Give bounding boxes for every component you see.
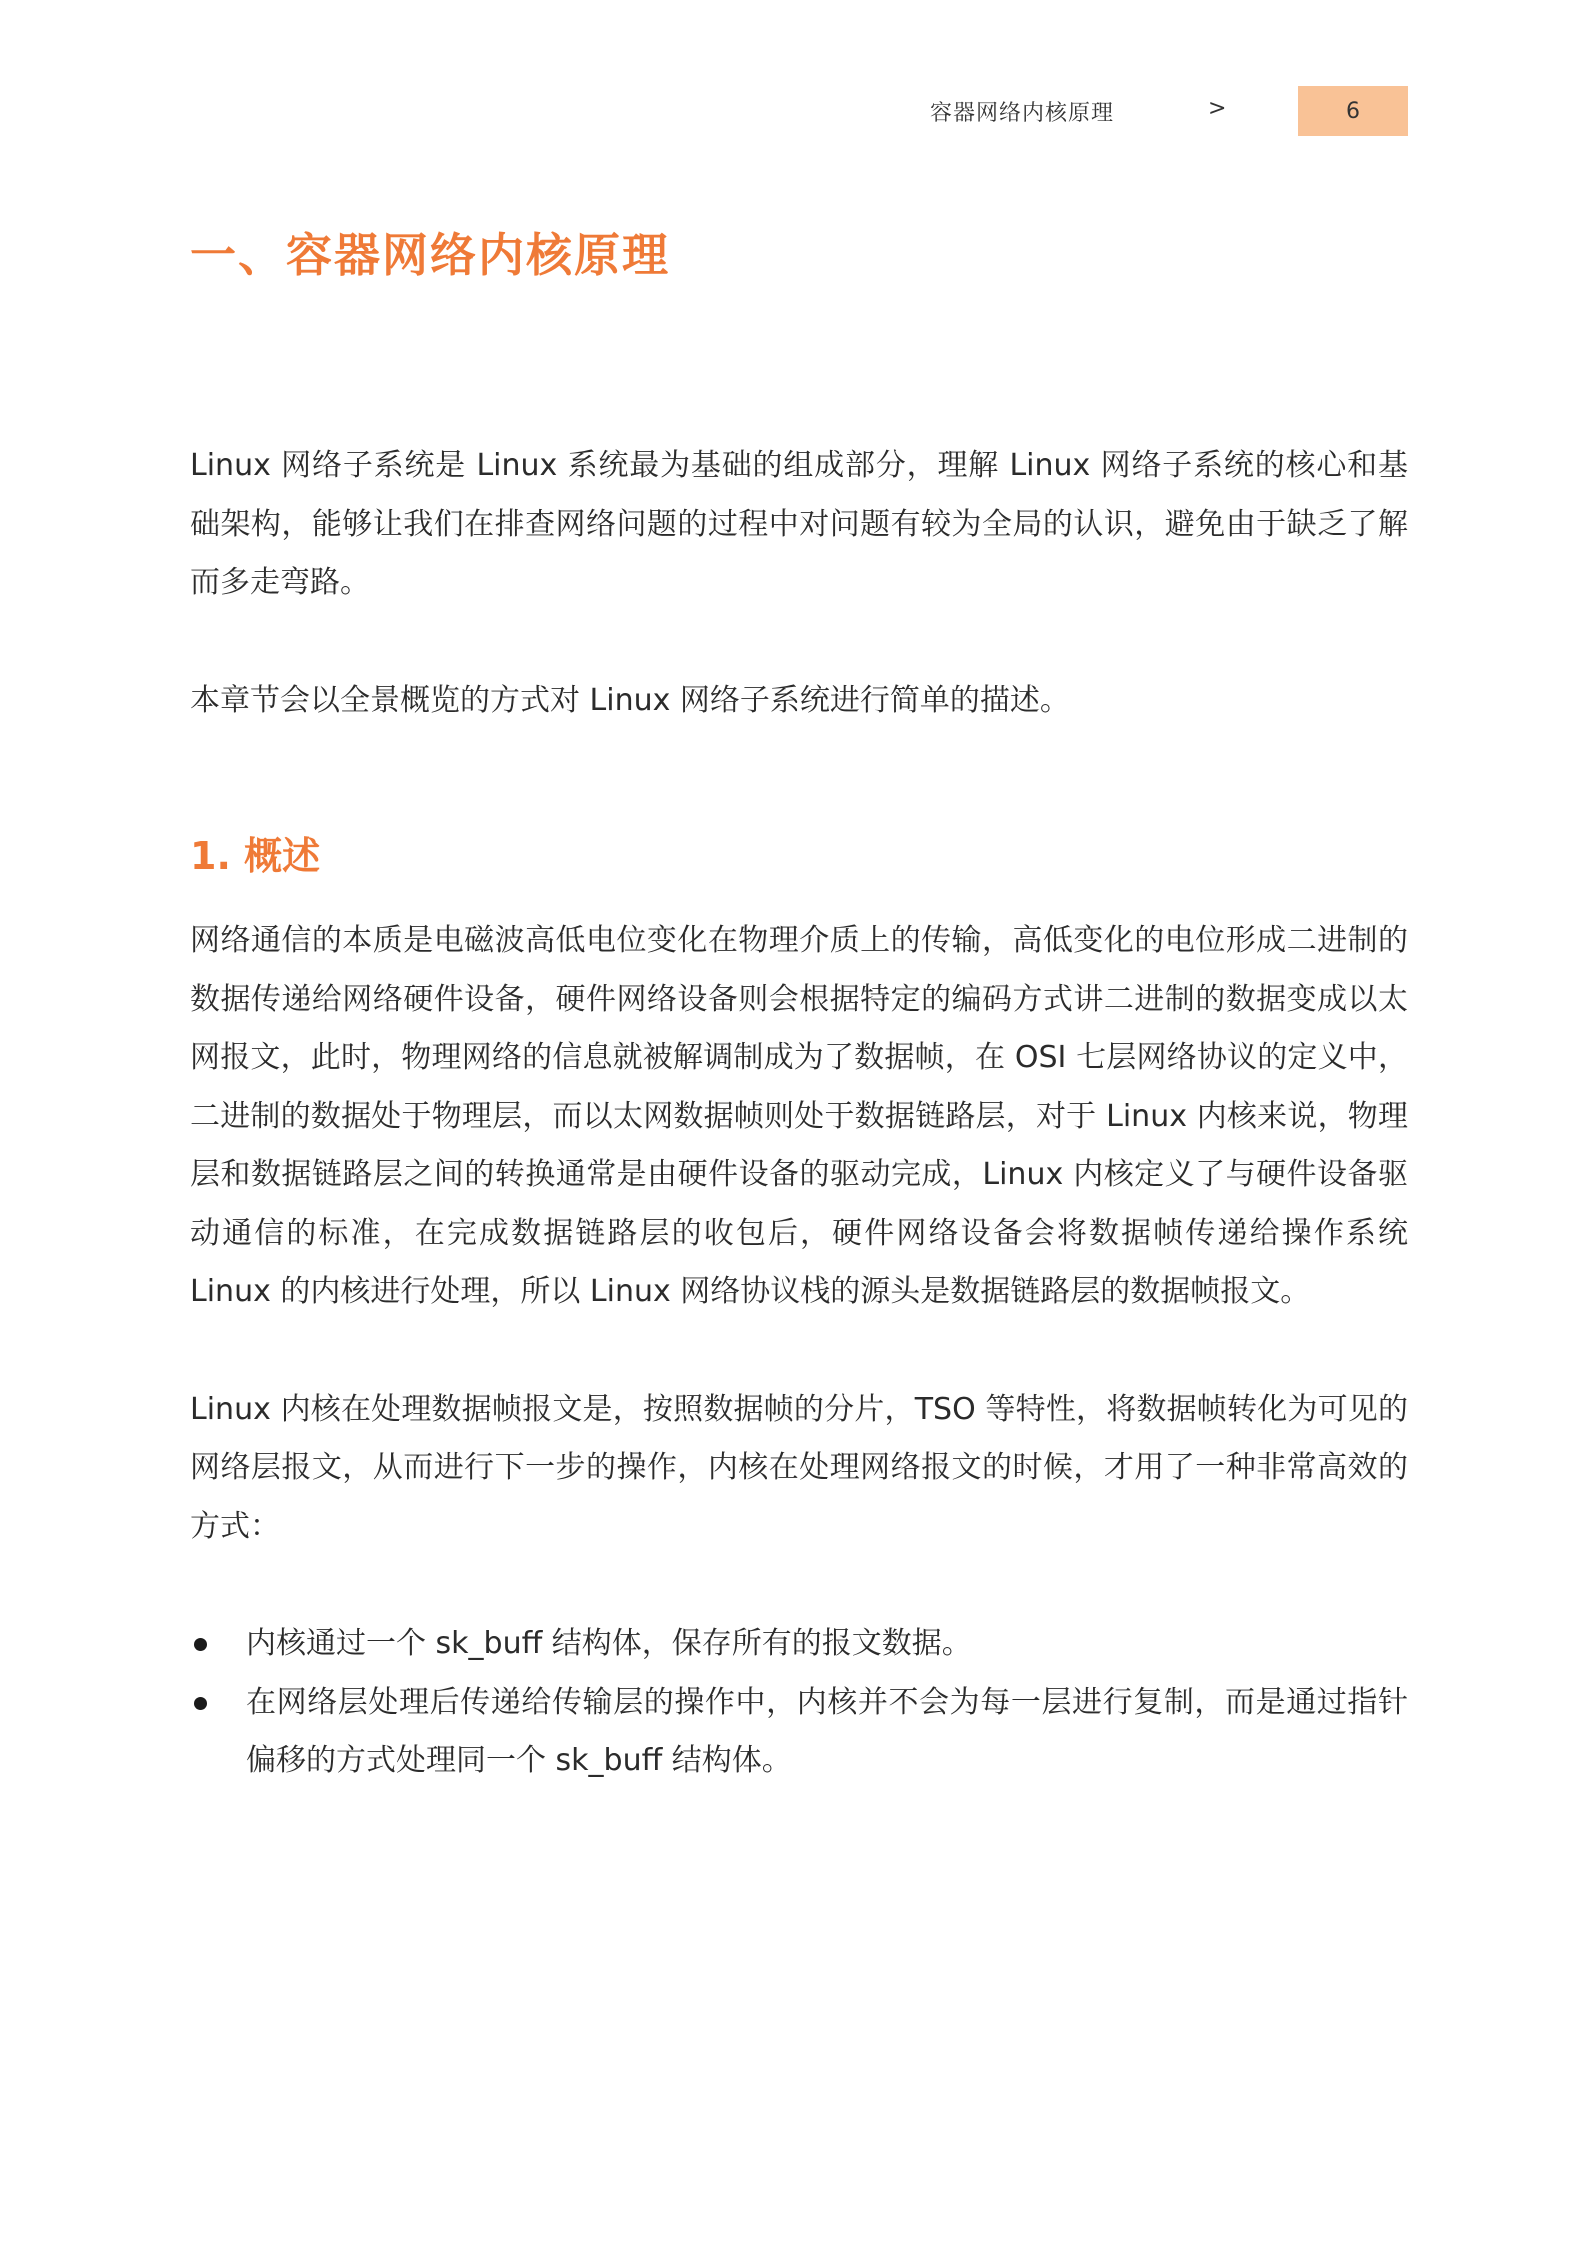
chevron-right-icon: > [1208,96,1227,121]
bullet-list [190,1615,1408,1791]
list-item [190,1615,1408,1674]
list-item-text: 在网络层处理后传递给传输层的操作中，内核并不会为每一层进行复制，而是通过指针偏移的方式处理同一个 sk_buff 结构体。 [246,1684,1408,1778]
list-item-text: 内核通过一个 sk_buff 结构体，保存所有的报文数据。 [246,1626,972,1661]
section-paragraph-1: 网络通信的本质是电磁波高低电位变化在物理介质上的传输，高低变化的电位形成二进制的数据传递给网络硬件设备，硬件网络设备则会根据特定的编码方式讲二进制的数据变成以太网报文，此时，物理网络的信息就被解调制成为了数据帧，在 OSI 七层网络协议的定义中，二进制的数据处于物理层，而以太网数据帧则处于数据链路层，对于 Linux 内核来说，物理层和数据链路层之间的转换通常是由硬件设备的驱动完成，Linux 内核定义了与硬件设备驱动通信的标准，在完成数据链路层的收包后，硬件网络设备会将数据帧传递给操作系统 Linux 的内核进行处理，所以 Linux 网络协议栈的源头是数据链路层的数据帧报文。 [190,923,1408,1309]
intro-paragraph-1: Linux 网络子系统是 Linux 系统最为基础的组成部分，理解 Linux 网络子系统的核心和基础架构，能够让我们在排查网络问题的过程中对问题有较为全局的认识，避免由于缺乏了解而多走弯路。 [190,448,1408,600]
running-header-title: 容器网络内核原理 [930,101,1115,126]
intro-paragraph-2: 本章节会以全景概览的方式对 Linux 网络子系统进行简单的描述。 [190,682,1070,718]
page-content [190,222,1408,1791]
list-item [190,1674,1408,1791]
section-title: 1. 概述 [190,834,321,878]
bullet-dot-icon [194,1697,207,1710]
bullet-dot-icon [194,1638,207,1651]
chapter-title: 一、容器网络内核原理 [190,228,670,282]
section-paragraph-2: Linux 内核在处理数据帧报文是，按照数据帧的分片，TSO 等特性，将数据帧转化为可见的网络层报文，从而进行下一步的操作，内核在处理网络报文的时候，才用了一种非常高效的方式： [190,1391,1408,1544]
page-number-badge [1298,86,1408,136]
page-number: 6 [1346,98,1360,124]
page-header [0,86,1586,136]
